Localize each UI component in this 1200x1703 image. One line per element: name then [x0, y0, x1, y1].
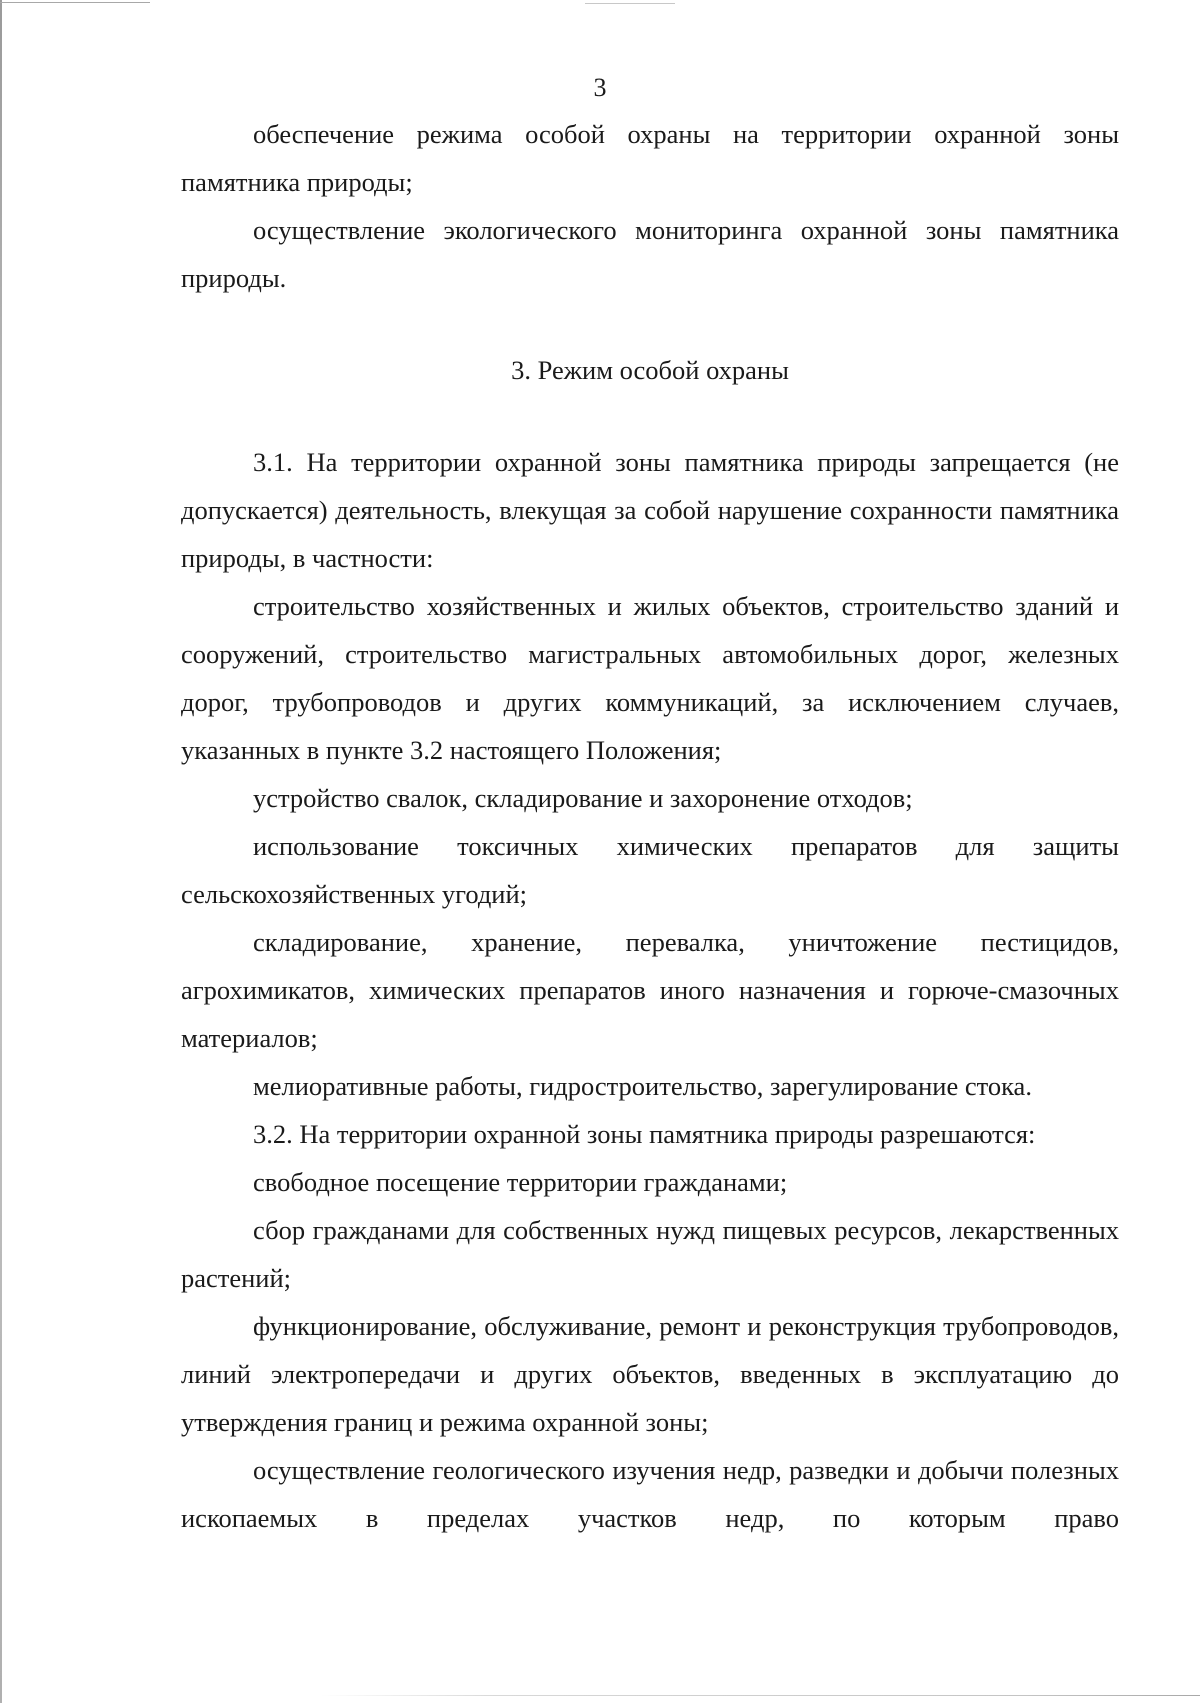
list-item-toxic-chemicals: использование токсичных химических препаратов для защиты сельскохозяйственных угодий;	[181, 831, 1119, 909]
scan-edge-bottom	[320, 1695, 1200, 1696]
list-item-pipelines: функционирование, обслуживание, ремонт и реконструкция трубопроводов, линий электропередачи и других объектов, введенных в эксплуатацию до утверждения границ и режима охранной зоны;	[181, 1311, 1119, 1437]
list-item-free-visit: свободное посещение территории гражданами;	[253, 1167, 788, 1197]
page-number: 3	[593, 73, 607, 102]
list-item-melioration: мелиоративные работы, гидростроительство, зарегулирование стока.	[253, 1071, 1032, 1101]
list-item-geology: осуществление геологического изучения недр, разведки и добычи полезных ископаемых в пределах участков недр, по которым право	[181, 1455, 1119, 1533]
paragraph-3-2: 3.2. На территории охранной зоны памятника природы разрешаются:	[253, 1119, 1036, 1149]
paragraph-special-regime: обеспечение режима особой охраны на территории охранной зоны памятника природы;	[181, 119, 1119, 197]
scan-edge-left	[0, 0, 2, 1703]
document-body	[181, 110, 1119, 1542]
scan-edge-top-mark	[585, 3, 675, 4]
section-heading: 3. Режим особой охраны	[511, 355, 789, 385]
list-item-dumps: устройство свалок, складирование и захоронение отходов;	[253, 783, 913, 813]
list-item-construction: строительство хозяйственных и жилых объектов, строительство зданий и сооружений, строительство магистральных автомобильных дорог, железных дорог, трубопроводов и других коммуникаций, за исключением случаев, указанных в пункте 3.2 настоящего Положения;	[181, 591, 1119, 765]
paragraph-3-1: 3.1. На территории охранной зоны памятника природы запрещается (не допускается) деятельность, влекущая за собой нарушение сохранности памятника природы, в частности:	[181, 447, 1119, 573]
scan-edge-top	[0, 2, 150, 3]
paragraph-monitoring: осуществление экологического мониторинга охранной зоны памятника природы.	[181, 215, 1119, 293]
list-item-food-gathering: сбор гражданами для собственных нужд пищевых ресурсов, лекарственных растений;	[181, 1215, 1119, 1293]
list-item-pesticides: складирование, хранение, перевалка, уничтожение пестицидов, агрохимикатов, химических препаратов иного назначения и горюче-смазочных материалов;	[181, 927, 1119, 1053]
